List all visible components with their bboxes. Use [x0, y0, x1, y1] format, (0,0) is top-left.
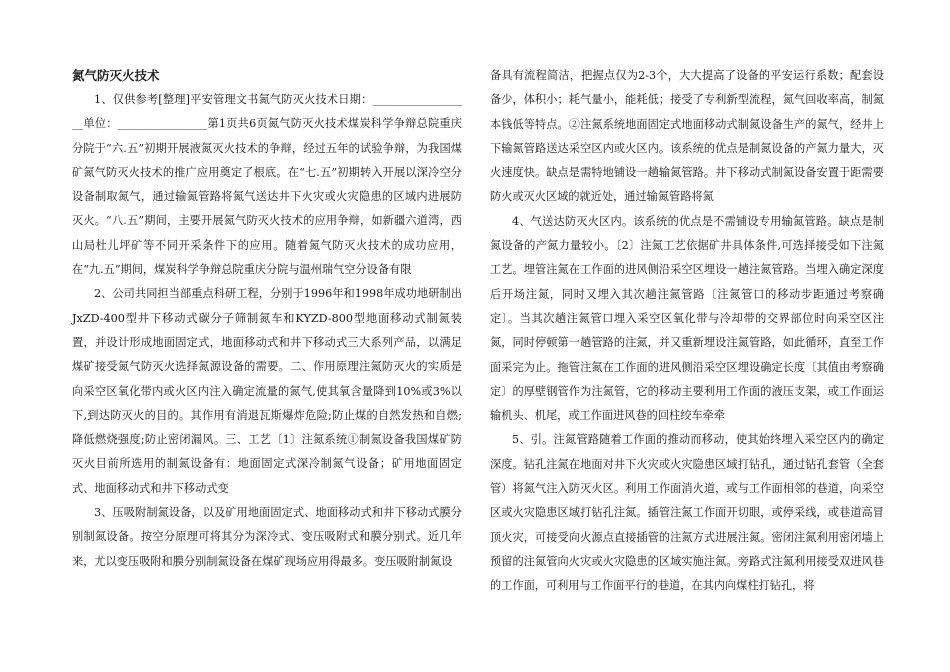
left-column [72, 64, 462, 574]
paragraph-2: 2、公司共同担当部重点科研工程，分别于1996年和1998年成功地研制出JxZD-400型井下移动式碳分子筛制氮车和KYZD-800型地面移动式制氮装置，并设计形成地面固定式，地面移动式和井下移动式三大系列产品，以满足煤矿接受氮气防灭火选择氮源设备的需要。二、作用原理注氮防灭火的实质是向采空区氧化带内或火区内注入确定流量的氮气,使其氧含量降到10%或3%以下,到达防灭火的目的。其作用有消退瓦斯爆炸危险;防止煤的自然发热和自燃;降低燃烧强度;防止密闭漏风。三、工艺〔1〕注氮系统①制氮设备我国煤矿防灭火目前所选用的制氮设备有：地面固定式深冷制氮气设备；矿用地面固定式、地面移动式和井下移动式变 [72, 287, 462, 495]
paragraph-3-continued: 备具有流程简洁，把握点仅为2-3个，大大提高了设备的平安运行系数；配套设备少，体积小；耗气量小，能耗低；接受了专利新型流程，氮气回收率高，制氮本钱低等特点。②注氮系统地面固定式地面移动式制氮设备生产的氮气，经井上下输氮管路送达采空区内或火区内。该系统的优点是制氮设备的产氮力量大，灭火速度快。缺点是需特地铺设一趟输氮管路。井下移动式制氮设备安置于距需要防火或灭火区域的就近处，通过输氮管路将氮 [490, 69, 884, 204]
paragraph-4: 4、气送达防灭火区内。该系统的优点是不需铺设专用输氮管路。缺点是制氮设备的产氮力量较小。〔2〕注氮工艺依据矿井具体条件,可选择接受如下注氮工艺。埋管注氮在工作面的进风侧沿采空区埋设一趟注氮管路。当埋入确定深度后开场注氮，同时又埋入其次趟注氮管路〔注氮管口的移动步距通过考察确定〕。当其次趟注氮管口埋入采空区氧化带与冷却带的交界部位时向采空区注氮，同时停顿第一趟管路的注氮，并又重新埋设注氮管路，如此循环，直至工作面采完为止。拖管注氮在工作面的进风侧沿采空区埋设确定长度〔其值由考察确定〕的厚壁钢管作为注氮管，它的移动主要利用工作面的液压支架，或工作面运输机头、机尾，或工作面进风巷的回柱绞车牵牵 [490, 214, 884, 423]
document-title: 氮气防灭火技术 [72, 68, 160, 83]
paragraph-1: 1、仅供参考[整理]平安管理文书氮气防灭火技术日期：________________ __单位：________________第1页共6页氮气防灭火技术煤炭科学争辩总院重庆分院于“六.五”初期开展液氮灭火技术的争辩，经过五年的试验争辩，为我国煤矿氮气防灭火技术的推广应用奠定了根底。在“七.五”初期转入开展以深冷空分设备制取氮气，通过输氮管路将氮气送达井下火灾或火灾隐患的区域内进展防灭火。“八.五”期间，主要开展氮气防灭火技术的应用争辩，如新疆六道湾，西山局杜儿坪矿等不同开采条件下的应用。随着氮气防灭火技术的成功应用，在“九.五”期间，煤炭科学争辩总院重庆分院与温州瑞气空分设备有限 [72, 93, 462, 277]
paragraph-5: 5、引。注氮管路随着工作面的推动而移动，使其始终埋入采空区内的确定深度。钻孔注氮在地面对井下火灾或火灾隐患区域打钻孔，通过钻孔套管（全套管）将氮气注入防灭火区。利用工作面消火道，或与工作面相邻的巷道，向采空区或火灾隐患区域打钻孔注氮。插管注氮工作面开切眼，或停采线，或巷道高冒顶火灾，可接受向火源点直接插管的注氮方式进展注氮。密闭注氮利用密闭墙上预留的注氮管向火灾或火灾隐患的区域实施注氮。旁路式注氮利用接受双进风巷的工作面，可利用与工作面平行的巷道，在其内向煤柱打钻孔，将 [490, 433, 884, 593]
paragraph-3: 3、压吸附制氮设备，以及矿用地面固定式、地面移动式和井下移动式膜分别制氮设备。按空分原理可将其分为深冷式、变压吸附式和膜分别式。近几年来，尤以变压吸附和膜分别制氮设备在煤矿现场应用得最多。变压吸附制氮设 [72, 506, 462, 568]
right-column [490, 64, 884, 599]
